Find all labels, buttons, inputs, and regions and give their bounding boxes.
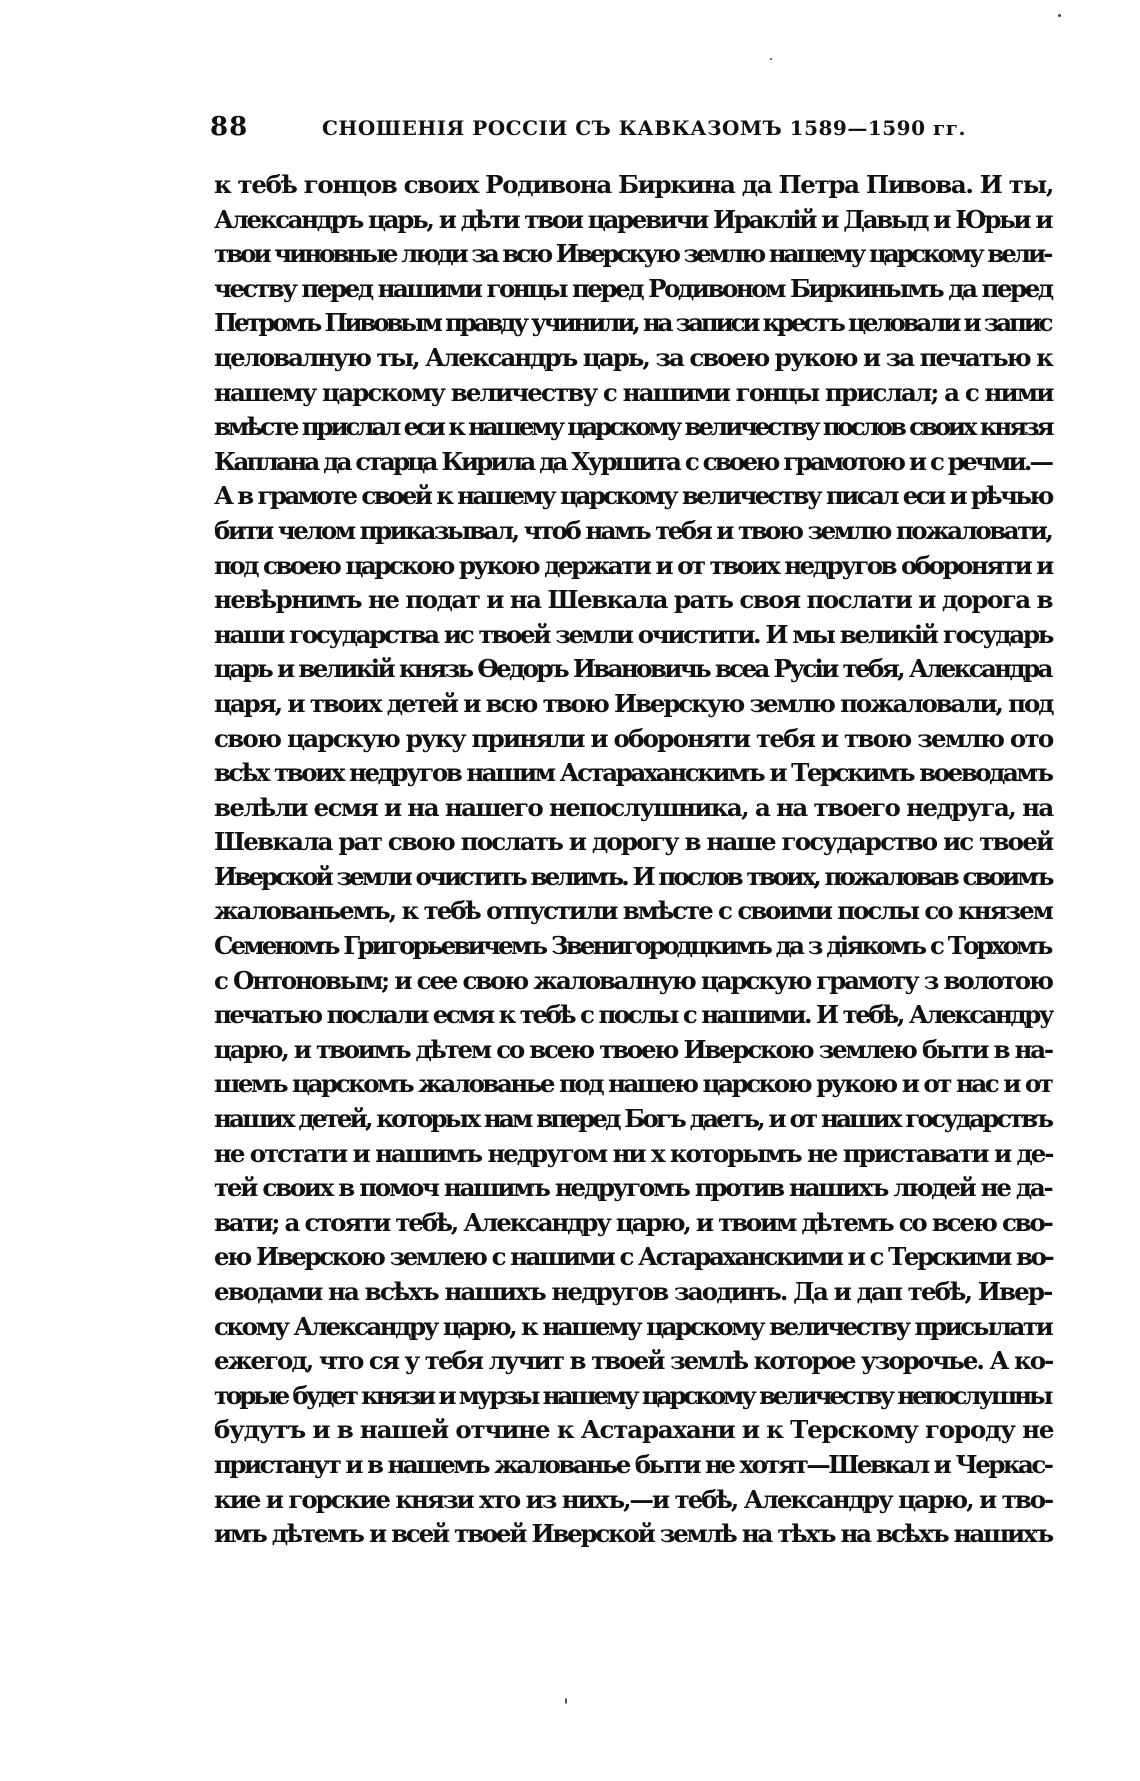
text-line: пристанут и в нашемъ жалованье быти не хотят—Шевкал и Черкас-	[214, 1449, 1052, 1479]
text-line: свою царскую руку приняли и обороняти тебя и твою землю ото	[214, 723, 1053, 753]
text-line: кие и горские князи хто из нихъ,—и тебѣ, Александру царю, и тво-	[214, 1484, 1053, 1514]
text-line: твои чиновные люди за всю Иверскую землю нашему царскому вели-	[214, 239, 1051, 269]
running-head	[210, 112, 966, 152]
body-text	[214, 168, 1054, 1552]
text-line: к тебѣ гонцов своих Родивона Биркина да Петра Пивова. И ты,	[214, 170, 1054, 199]
text-line: невѣрнимъ не подат и на Шевкала рать своя послати и дорога в	[214, 585, 1052, 615]
text-line: печатью послали есмя к тебѣ с послы с нашими. И тебѣ, Александру	[214, 1000, 1053, 1030]
text-line: царя, и твоих детей и всю твою Иверскую землю пожаловали, под	[214, 688, 1053, 718]
text-line: торые будет князи и мурзы нашему царскому величеству непослушны	[214, 1380, 1051, 1410]
text-line: целовалную ты, Александръ царь, за своею рукою и за печатью к	[214, 342, 1052, 372]
text-line: будутъ и в нашей отчине к Астарахани и к Терскому городу не	[214, 1415, 1054, 1445]
text-line: имъ дѣтемъ и всей твоей Иверской землѣ на тѣхъ на всѣхъ нашихъ	[214, 1519, 1052, 1549]
scan-speck	[770, 58, 772, 60]
text-line: честву перед нашими гонцы перед Родивоном Биркинымъ да перед	[214, 273, 1052, 303]
text-line: нашему царскому величеству с нашими гонцы прислал; а с ними	[214, 377, 1053, 407]
text-line: с Онтоновым; и сее свою жаловалную царскую грамоту з волотою	[214, 965, 1052, 995]
text-line: тей своих в помоч нашимъ недругомъ против нашихъ людей не да-	[214, 1173, 1052, 1203]
scan-speck	[1058, 14, 1061, 17]
text-line: Петромъ Пивовым правду учинили, на записи крестъ целовали и запис	[214, 308, 1051, 338]
text-line: вмѣсте прислал еси к нашему царскому величеству послов своих князя	[214, 412, 1052, 442]
text-line: царь и великій князь Ѳедоръ Ивановичь всеа Русіи тебя, Александра	[214, 654, 1051, 684]
text-line: всѣх твоих недругов нашим Астараханскимъ и Терскимъ воеводамъ	[214, 758, 1052, 788]
page-number: 88	[210, 112, 249, 142]
text-line: жалованьемъ, к тебѣ отпустили вмѣсте с своими послы со князем	[214, 896, 1052, 926]
text-line: Шевкала рат свою послать и дорогу в наше государство ис твоей	[214, 827, 1053, 857]
text-line: бити челом приказывал, чтоб намъ тебя и твою землю пожаловати,	[214, 515, 1052, 545]
text-line: еводами на всѣхъ нашихъ недругов заодинъ. Да и дап тебѣ, Ивер-	[214, 1277, 1052, 1306]
text-line: не отстати и нашимъ недругом ни х которымъ не приставати и де-	[214, 1138, 1053, 1168]
text-line: Каплана да старца Кирила да Хуршита с своею грамотою и с речми.—	[214, 446, 1052, 476]
text-line: наших детей, которых нам вперед Богъ даетъ, и от наших государствъ	[214, 1104, 1052, 1134]
text-line: Семеномъ Григорьевичемъ Звенигородцкимъ да з діякомъ с Торхомъ	[214, 931, 1051, 961]
text-line: наши государства ис твоей земли очистити. И мы великій государь	[214, 619, 1053, 649]
text-line: Александръ царь, и дѣти твои царевичи Ираклій и Давыд и Юрьи и	[214, 204, 1052, 234]
text-line: А в грамоте своей к нашему царскому величеству писал еси и рѣчью	[214, 481, 1052, 511]
scan-speck	[565, 1698, 567, 1704]
text-line: царю, и твоимъ дѣтем со всею твоею Иверскою землею быти в на-	[214, 1034, 1052, 1064]
text-line: скому Александру царю, к нашему царскому величеству присылати	[214, 1311, 1052, 1341]
text-line: велѣли есмя и на нашего непослушника, а на твоего недруга, на	[214, 792, 1053, 822]
text-line: под своею царскою рукою держати и от твоих недругов обороняти и	[214, 550, 1052, 580]
running-title: СНОШЕНІЯ РОССІИ СЪ КАВКАЗОМЪ 1589—1590 гг.	[322, 116, 966, 140]
text-line: вати; а стояти тебѣ, Александру царю, и твоим дѣтемъ со всею сво-	[214, 1207, 1052, 1237]
text-line: ежегод, что ся у тебя лучит в твоей землѣ которое узорочье. А ко-	[214, 1346, 1053, 1376]
text-line: Иверской земли очистить велимъ. И послов твоих, пожаловав своимъ	[214, 861, 1052, 891]
text-line: ею Иверскою землею с нашими с Астараханскими и с Терскими во-	[214, 1242, 1053, 1272]
text-line: шемъ царскомъ жалованье под нашею царскою рукою и от нас и от	[214, 1069, 1052, 1099]
